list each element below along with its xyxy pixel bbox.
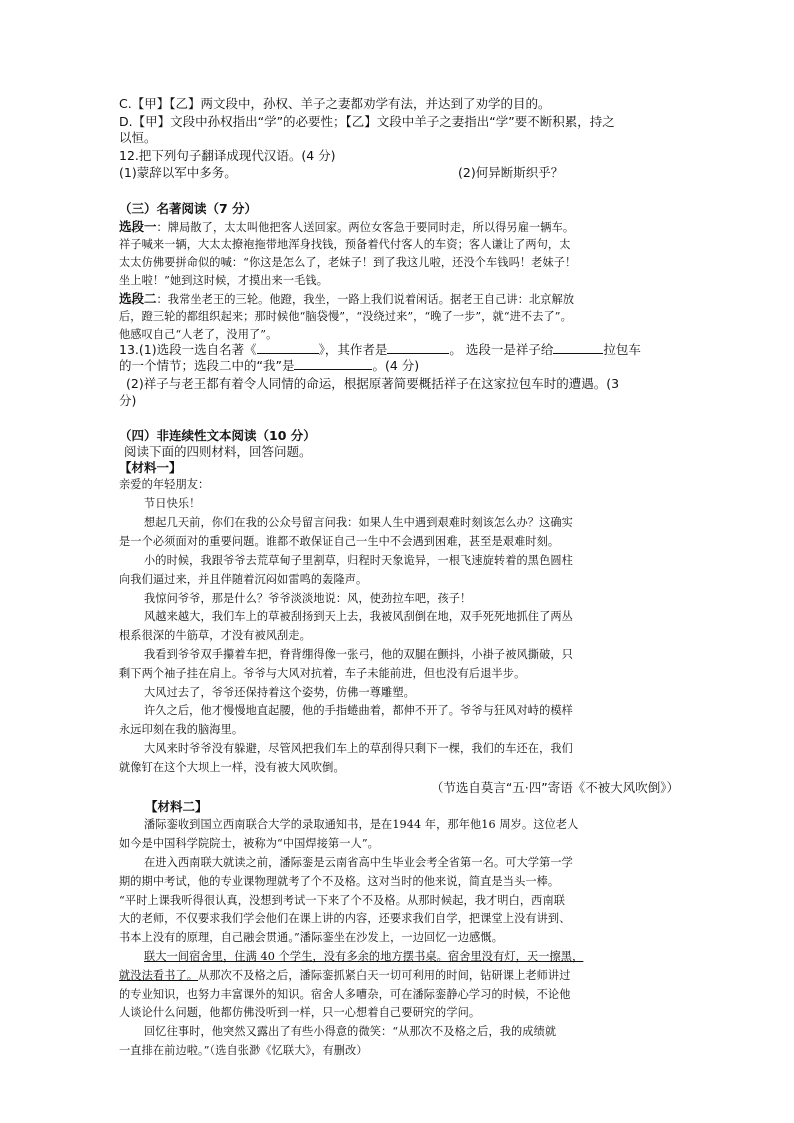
material-1-label: 【材料一】	[119, 460, 182, 475]
question-12-item-1: (1)蒙辞以军中多务。	[119, 165, 237, 180]
section-4-intro: 阅读下面的四则材料，回答问题。	[124, 444, 312, 459]
material-2-line: 人谈论什么问题，他都仿佛没听到一样，只一心想着自己要研究的学问。	[119, 1006, 481, 1019]
option-d-cont: 以恒。	[119, 130, 157, 145]
material-2-line: 如今是中国科学院院士，被称为“中国焊接第一人”。	[119, 837, 379, 850]
section-3-title: （三）名著阅读（7 分）	[119, 201, 258, 216]
material-2-line: 一直排在前边啦。”（选自张渺《忆联大》，有删改）	[119, 1044, 368, 1057]
material-2-line: 在进入西南联大就读之前，潘际銮是云南省高中生毕业会考全省第一名。可大学第一学	[144, 856, 573, 869]
material-1-source: （节选自莫言“五·四”寄语《不被大风吹倒》）	[430, 780, 679, 795]
option-c: C.【甲】【乙】两文段中，孙权、羊子之妻都劝学有法，并达到了劝学的目的。	[119, 96, 551, 111]
material-2-line: 书本上没有的原理，自己融会贯通。”潘际銮坐在沙发上，一边回忆一边感慨。	[119, 931, 503, 944]
section-4-title: （四）非连续性文本阅读（10 分）	[119, 428, 316, 443]
excerpt-1-line: 太太仿佛要拼命似的喊：“你这是怎么了，老妹子！到了我这儿啦，还没个车钱吗！老妹子！	[119, 256, 577, 269]
material-1-line: 根系很深的牛筋草，才没有被风刮走。	[119, 629, 311, 642]
material-2-line: 潘际銮收到国立西南联合大学的录取通知书，是在1944 年，那年他16 周岁。这位老人	[144, 818, 579, 831]
material-1-line: 小的时候，我跟爷爷去荒草甸子里割草，归程时天象诡异，一根飞速旋转着的黑色圆柱	[144, 554, 573, 567]
material-1-line: 向我们逼过来，并且伴随着沉闷如雷鸣的轰隆声。	[119, 573, 368, 586]
material-1-line: 剩下两个袖子挂在肩上。爷爷与大风对抗着，车子未能前进，但也没有后退半步。	[119, 667, 526, 680]
material-1-line: 永远印刻在我的脑海里。	[119, 723, 244, 736]
material-1-line: 我惊问爷爷，那是什么？爷爷淡淡地说：风，使劲拉车吧，孩子！	[144, 592, 472, 605]
material-1-line: 节日快乐！	[144, 497, 201, 510]
excerpt-2-line: 后，蹬三轮的都组织起来；那时候他“脑袋慢”，“没绕过来”，“晚了一步”，就“进不去了”。	[119, 310, 572, 323]
question-13-1: 13.(1)选段一选自名著《 》，其作者是 。 选段一是祥子给 拉包车	[119, 342, 641, 357]
excerpt-1-line: 选段一：牌局散了，太太叫他把客人送回家。两位女客急于要同时走，所以得另雇一辆车。	[119, 219, 575, 234]
material-1-line: 大风过去了，爷爷还保持着这个姿势，仿佛一尊雕塑。	[144, 686, 415, 699]
question-12-item-2: (2)何异断斯织乎？	[458, 165, 564, 180]
question-13-2: (2)祥子与老王都有着令人同情的命运，根据原著简要概括祥子在这家拉包车时的遭遇。(3	[126, 376, 620, 391]
material-2-line: “平时上课我听得很认真，没想到考试一下来了个不及格。从那时候起，我才明白，西南联	[119, 894, 566, 907]
answer-blank-book[interactable]	[257, 342, 319, 354]
material-2-line: 大的老师，不仅要求我们学会他们在课上讲的内容，还要求我们自学，把课堂上没有讲到、	[119, 912, 571, 925]
material-1-line: 想起几天前，你们在我的公众号留言问我：如果人生中遇到艰难时刻该怎么办？这确实	[144, 516, 573, 529]
material-1-line: 风越来越大，我们车上的草被刮扬到天上去，我被风刮倒在地，双手死死地抓住了两丛	[144, 610, 573, 623]
material-2-line: 期的期中考试，他的专业课物理就考了个不及格。这对当时的他来说，简直是当头一棒。	[119, 875, 560, 888]
option-d: D.【甲】文段中孙权指出“学”的必要性；【乙】文段中羊子之妻指出“学”要不断积累，持之	[119, 114, 615, 129]
excerpt-2-line: 他感叹自己“人老了，没用了”。	[119, 328, 278, 341]
excerpt-1-line: 坐上啦！”她到这时候，才摸出来一毛钱。	[119, 274, 328, 287]
material-1-line: 大风来时爷爷没有躲避，尽管风把我们车上的草刮得只剩下一棵，我们的车还在，我们	[144, 742, 573, 755]
underlined-sentence-end: 就没法看书了。	[119, 969, 199, 982]
material-1-line: 是一个必须面对的重要问题。谁都不敢保证自己一生中不会遇到困难，甚至是艰难时刻。	[119, 535, 560, 548]
excerpt-1-label: 选段一	[119, 219, 157, 234]
material-1-line: 就像钉在这个大坝上一样，没有被大风吹倒。	[119, 761, 345, 774]
material-2-label: 【材料二】	[145, 799, 208, 814]
material-2-line: 的专业知识，也努力丰富课外的知识。宿舍人多嘈杂，可在潘际銮静心学习的时候，不论他	[119, 988, 571, 1001]
underlined-sentence: 联大一间宿舍里，住满 40 个学生，没有多余的地方摆书桌。宿舍里没有灯，天一擦黑，	[144, 950, 584, 963]
answer-blank-narrator[interactable]	[294, 358, 372, 370]
answer-blank-author[interactable]	[387, 342, 449, 354]
material-1-line: 许久之后，他才慢慢地直起腰，他的手指蜷曲着，都伸不开了。爷爷与狂风对峙的模样	[144, 704, 573, 717]
question-13-1-cont: 的一个情节；选段二中的“我”是 。(4 分)	[119, 358, 420, 373]
material-1-line: 亲爱的年轻朋友：	[119, 478, 210, 491]
excerpt-2-line: 选段二：我常坐老王的三轮。他蹬，我坐，一路上我们说着闲话。据老王自己讲：北京解放	[119, 291, 575, 306]
answer-blank-employer[interactable]	[553, 342, 603, 354]
material-1-line: 我看到爷爷双手攥着车把，脊背绷得像一张弓，他的双腿在颤抖，小褂子被风撕破，只	[144, 648, 573, 661]
material-2-line: 就没法看书了。从那次不及格之后，潘际銮抓紧白天一切可利用的时间，钻研课上老师讲过	[119, 969, 571, 982]
material-2-line: 回忆往事时，他突然又露出了有些小得意的微笑：“从那次不及格之后，我的成绩就	[144, 1025, 557, 1038]
question-13-2-cont: 分)	[119, 393, 137, 408]
excerpt-2-label: 选段二	[119, 291, 157, 306]
question-12-stem: 12.把下列句子翻译成现代汉语。(4 分)	[119, 148, 336, 163]
excerpt-1-line: 祥子喊来一辆，大太太撩袍拖带地浑身找钱，预备着代付客人的车资；客人谦让了两句，太	[119, 238, 571, 251]
